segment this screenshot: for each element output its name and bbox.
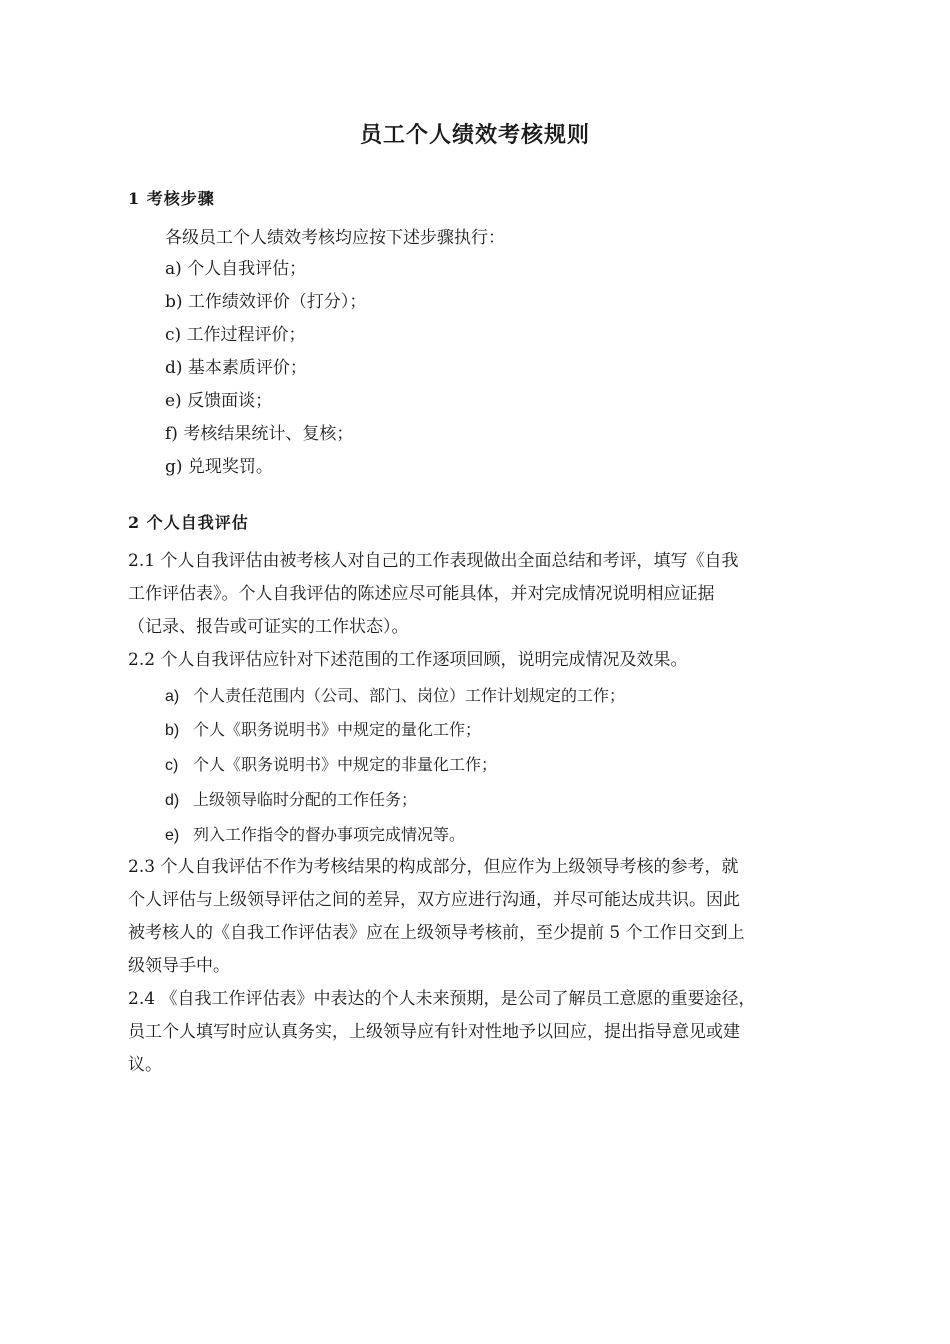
paragraph-2-3-line: 个人评估与上级领导评估之间的差异，双方应进行沟通，并尽可能达成共识。因此 [128, 890, 740, 910]
paragraph-2-4-line: 议。 [128, 1055, 162, 1075]
paragraph-2-1-line: 2.1 个人自我评估由被考核人对自己的工作表现做出全面总结和考评，填写《自我 [128, 551, 739, 571]
step-item-a [165, 258, 306, 280]
paragraph-2-4-line: 2.4 《自我工作评估表》中表达的个人未来预期，是公司了解员工意愿的重要途径， [128, 989, 756, 1009]
paragraph-2-3-line: 级领导手中。 [128, 956, 230, 976]
step-item-f [165, 423, 353, 445]
section-1-intro: 各级员工个人绩效考核均应按下述步骤执行： [165, 228, 505, 248]
step-text: 工作过程评价； [186, 325, 306, 345]
scope-item-e [165, 822, 465, 845]
scope-marker: b) [165, 722, 180, 739]
scope-item-a [165, 683, 625, 706]
paragraph-2-3-line: 2.3 个人自我评估不作为考核结果的构成部分，但应作为上级领导考核的参考，就 [128, 857, 739, 877]
scope-text: 上级领导临时分配的工作任务； [193, 790, 418, 809]
step-text: 基本素质评价； [187, 358, 307, 378]
scope-text: 列入工作指令的督办事项完成情况等。 [193, 825, 466, 844]
step-marker: c) [165, 325, 182, 345]
step-marker: f) [165, 424, 178, 444]
step-marker: e) [165, 391, 182, 411]
step-marker: g) [165, 457, 183, 477]
scope-item-b [165, 717, 481, 740]
scope-marker: c) [165, 757, 179, 774]
document-title: 员工个人绩效考核规则 [359, 123, 590, 148]
step-item-b [165, 291, 366, 313]
step-marker: a) [165, 259, 182, 279]
step-item-c [165, 324, 306, 346]
paragraph-2-1-line: 工作评估表》。个人自我评估的陈述应尽可能具体，并对完成情况说明相应证据 [128, 584, 715, 604]
step-text: 兑现奖罚。 [187, 457, 273, 477]
paragraph-2-2: 2.2 个人自我评估应针对下述范围的工作逐项回顾，说明完成情况及效果。 [128, 650, 688, 670]
section-2-heading: 2 个人自我评估 [128, 513, 249, 532]
paragraph-2-3-line: 被考核人的《自我工作评估表》应在上级领导考核前，至少提前 5 个工作日交到上 [128, 923, 745, 943]
scope-item-c [165, 752, 497, 775]
paragraph-2-1-line: （记录、报告或可证实的工作状态）。 [128, 617, 409, 637]
step-item-e [165, 390, 272, 412]
step-item-d [165, 357, 307, 379]
paragraph-2-4-line: 员工个人填写时应认真务实，上级领导应有针对性地予以回应，提出指导意见或建 [128, 1022, 740, 1042]
step-marker: b) [165, 292, 183, 312]
step-text: 工作绩效评价（打分）； [187, 292, 367, 312]
step-item-g [165, 456, 273, 478]
scope-text: 个人责任范围内（公司、部门、岗位）工作计划规定的工作； [193, 686, 626, 705]
scope-text: 个人《职务说明书》中规定的非量化工作； [193, 755, 498, 774]
step-marker: d) [165, 358, 183, 378]
step-text: 个人自我评估； [187, 259, 307, 279]
scope-marker: e) [165, 827, 180, 844]
section-1-heading: 1 考核步骤 [128, 189, 215, 208]
scope-item-d [165, 787, 417, 810]
scope-marker: d) [165, 792, 180, 809]
step-text: 考核结果统计、复核； [183, 424, 354, 444]
step-text: 反馈面谈； [187, 391, 273, 411]
scope-marker: a) [165, 688, 180, 705]
scope-text: 个人《职务说明书》中规定的量化工作； [193, 720, 482, 739]
